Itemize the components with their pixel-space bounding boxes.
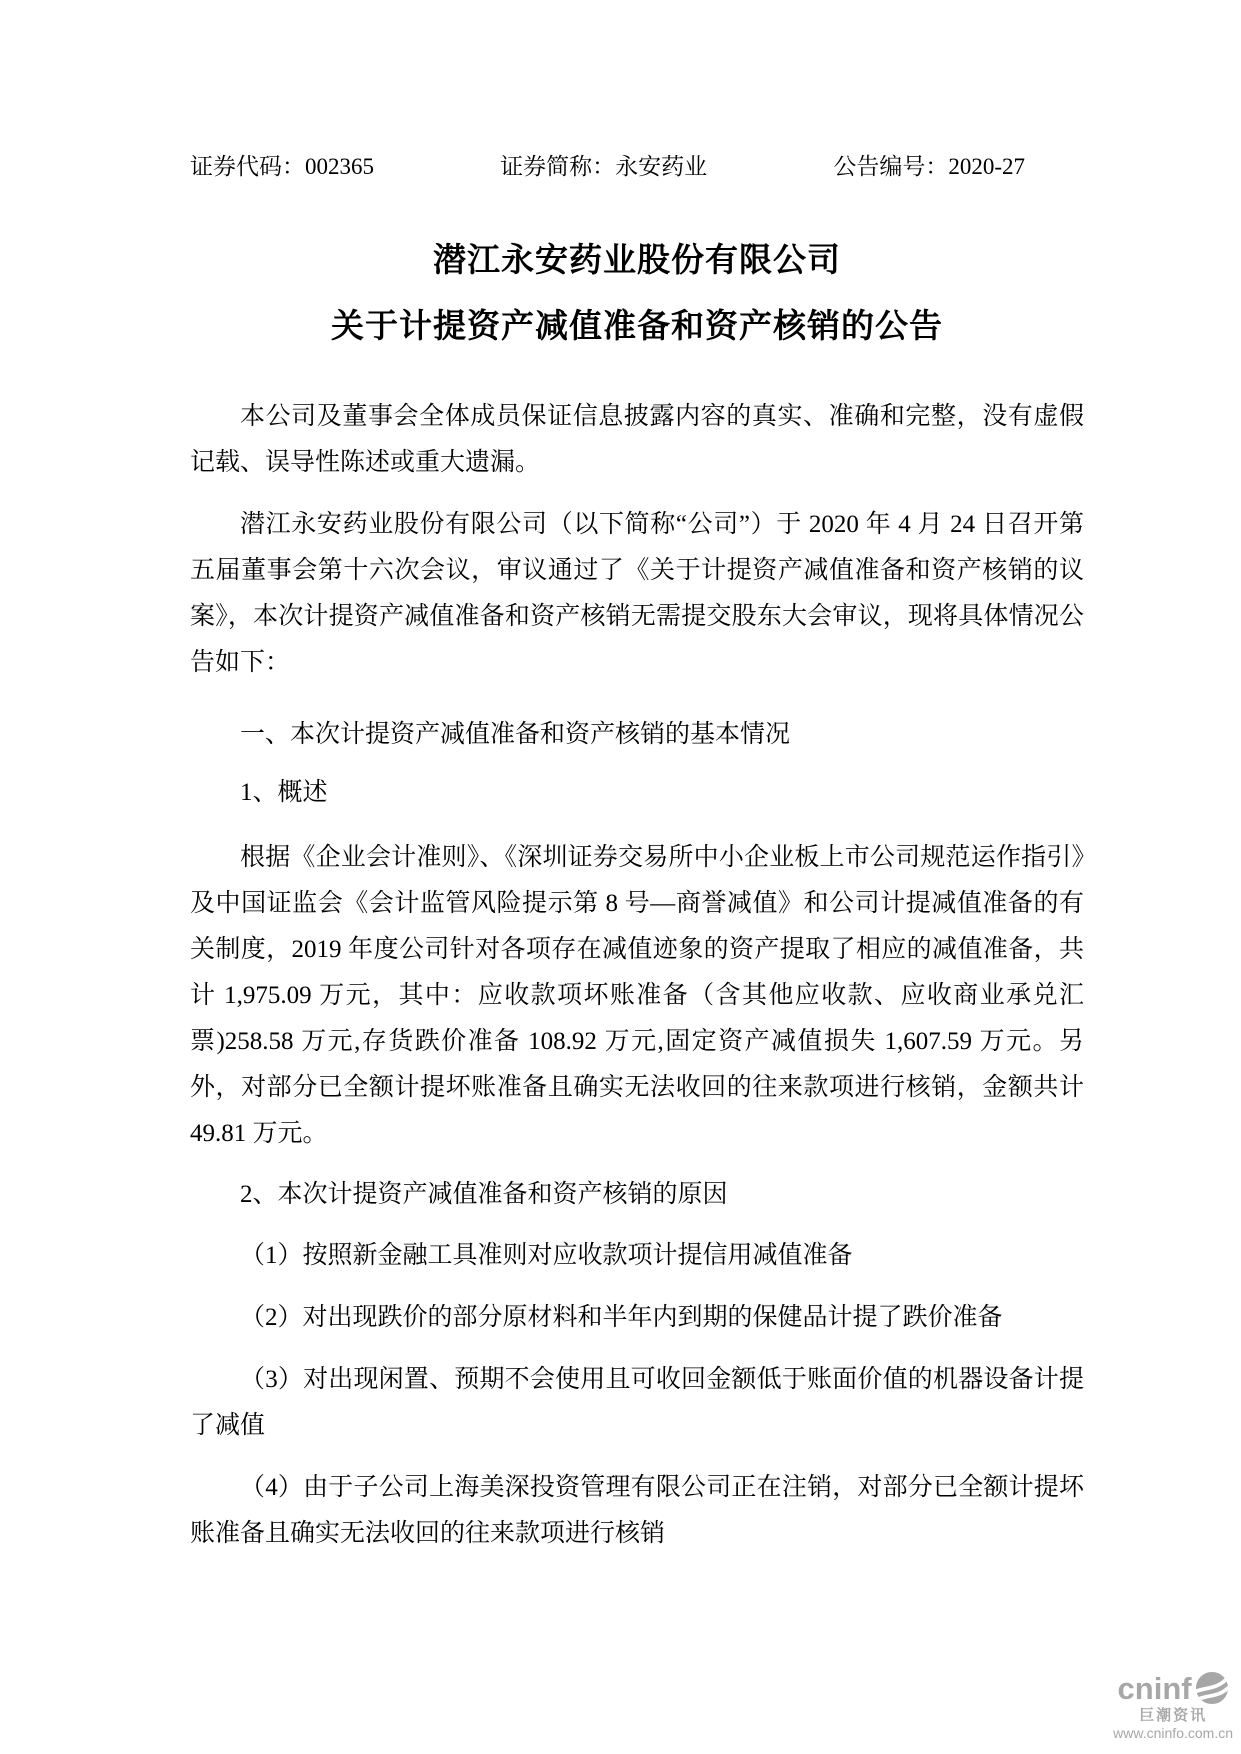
stock-short-name: 证券简称：永安药业 bbox=[500, 154, 708, 179]
reason-item-3: （3）对出现闲置、预期不会使用且可收回金额低于账面价值的机器设备计提了减值 bbox=[190, 1366, 1084, 1439]
announcement-number: 公告编号：2020-27 bbox=[833, 154, 1025, 179]
intro-paragraph: 潜江永安药业股份有限公司（以下简称“公司”）于 2020 年 4 月 24 日召开第五届董事会第十六次会议，审议通过了《关于计提资产减值准备和资产核销的议案》，本次计提资产减值准备和资产核销无需提交股东大会审议，现将具体情况公告如下： bbox=[190, 511, 1084, 676]
cninfo-brand-text: cninf bbox=[1117, 1670, 1192, 1706]
stock-code: 证券代码：002365 bbox=[190, 154, 374, 179]
cninfo-url: www.cninfo.com.cn bbox=[1113, 1725, 1233, 1741]
announcement-title: 关于计提资产减值准备和资产核销的公告 bbox=[331, 307, 943, 344]
securities-header-row bbox=[190, 152, 1025, 182]
cninfo-brand-row bbox=[1113, 1671, 1233, 1705]
page-content bbox=[0, 152, 1241, 1557]
reason-item-4: （4）由于子公司上海美深投资管理有限公司正在注销，对部分已全额计提坏账准备且确实无法收回的往来款项进行核销 bbox=[190, 1474, 1084, 1547]
reason-item-1: （1）按照新金融工具准则对应收款项计提信用减值准备 bbox=[240, 1242, 853, 1269]
subsection-2-heading: 2、本次计提资产减值准备和资产核销的原因 bbox=[240, 1181, 728, 1208]
section-1-heading: 一、本次计提资产减值准备和资产核销的基本情况 bbox=[240, 721, 791, 748]
cninfo-brand-chinese: 巨潮资讯 bbox=[1139, 1707, 1208, 1724]
cninfo-logo bbox=[1113, 1671, 1233, 1740]
cninfo-globe-icon bbox=[1195, 1671, 1229, 1705]
reason-item-2: （2）对出现跌价的部分原材料和半年内到期的保健品计提了跌价准备 bbox=[240, 1304, 1003, 1331]
subsection-1-heading: 1、概述 bbox=[240, 779, 328, 806]
company-title: 潜江永安药业股份有限公司 bbox=[433, 241, 841, 278]
overview-paragraph: 根据《企业会计准则》、《深圳证券交易所中小企业板上市公司规范运作指引》及中国证监会《会计监管风险提示第 8 号—商誉减值》和公司计提减值准备的有关制度，2019 年度公司针对各项存在减值迹象的资产提取了相应的减值准备，共计 1,975.09 万元，其中：应收款项坏账准备（含其他应收款、应收商业承兑汇票)258.58 万元,存货跌价准备 108.92 万元,固定资产减值损失 1,607.59 万元。另外，对部分已全额计提坏账准备且确实无法收回的往来款项进行核销，金额共计 49.81 万元。 bbox=[190, 844, 1084, 1147]
declaration-paragraph: 本公司及董事会全体成员保证信息披露内容的真实、准确和完整，没有虚假记载、误导性陈述或重大遗漏。 bbox=[190, 403, 1084, 476]
